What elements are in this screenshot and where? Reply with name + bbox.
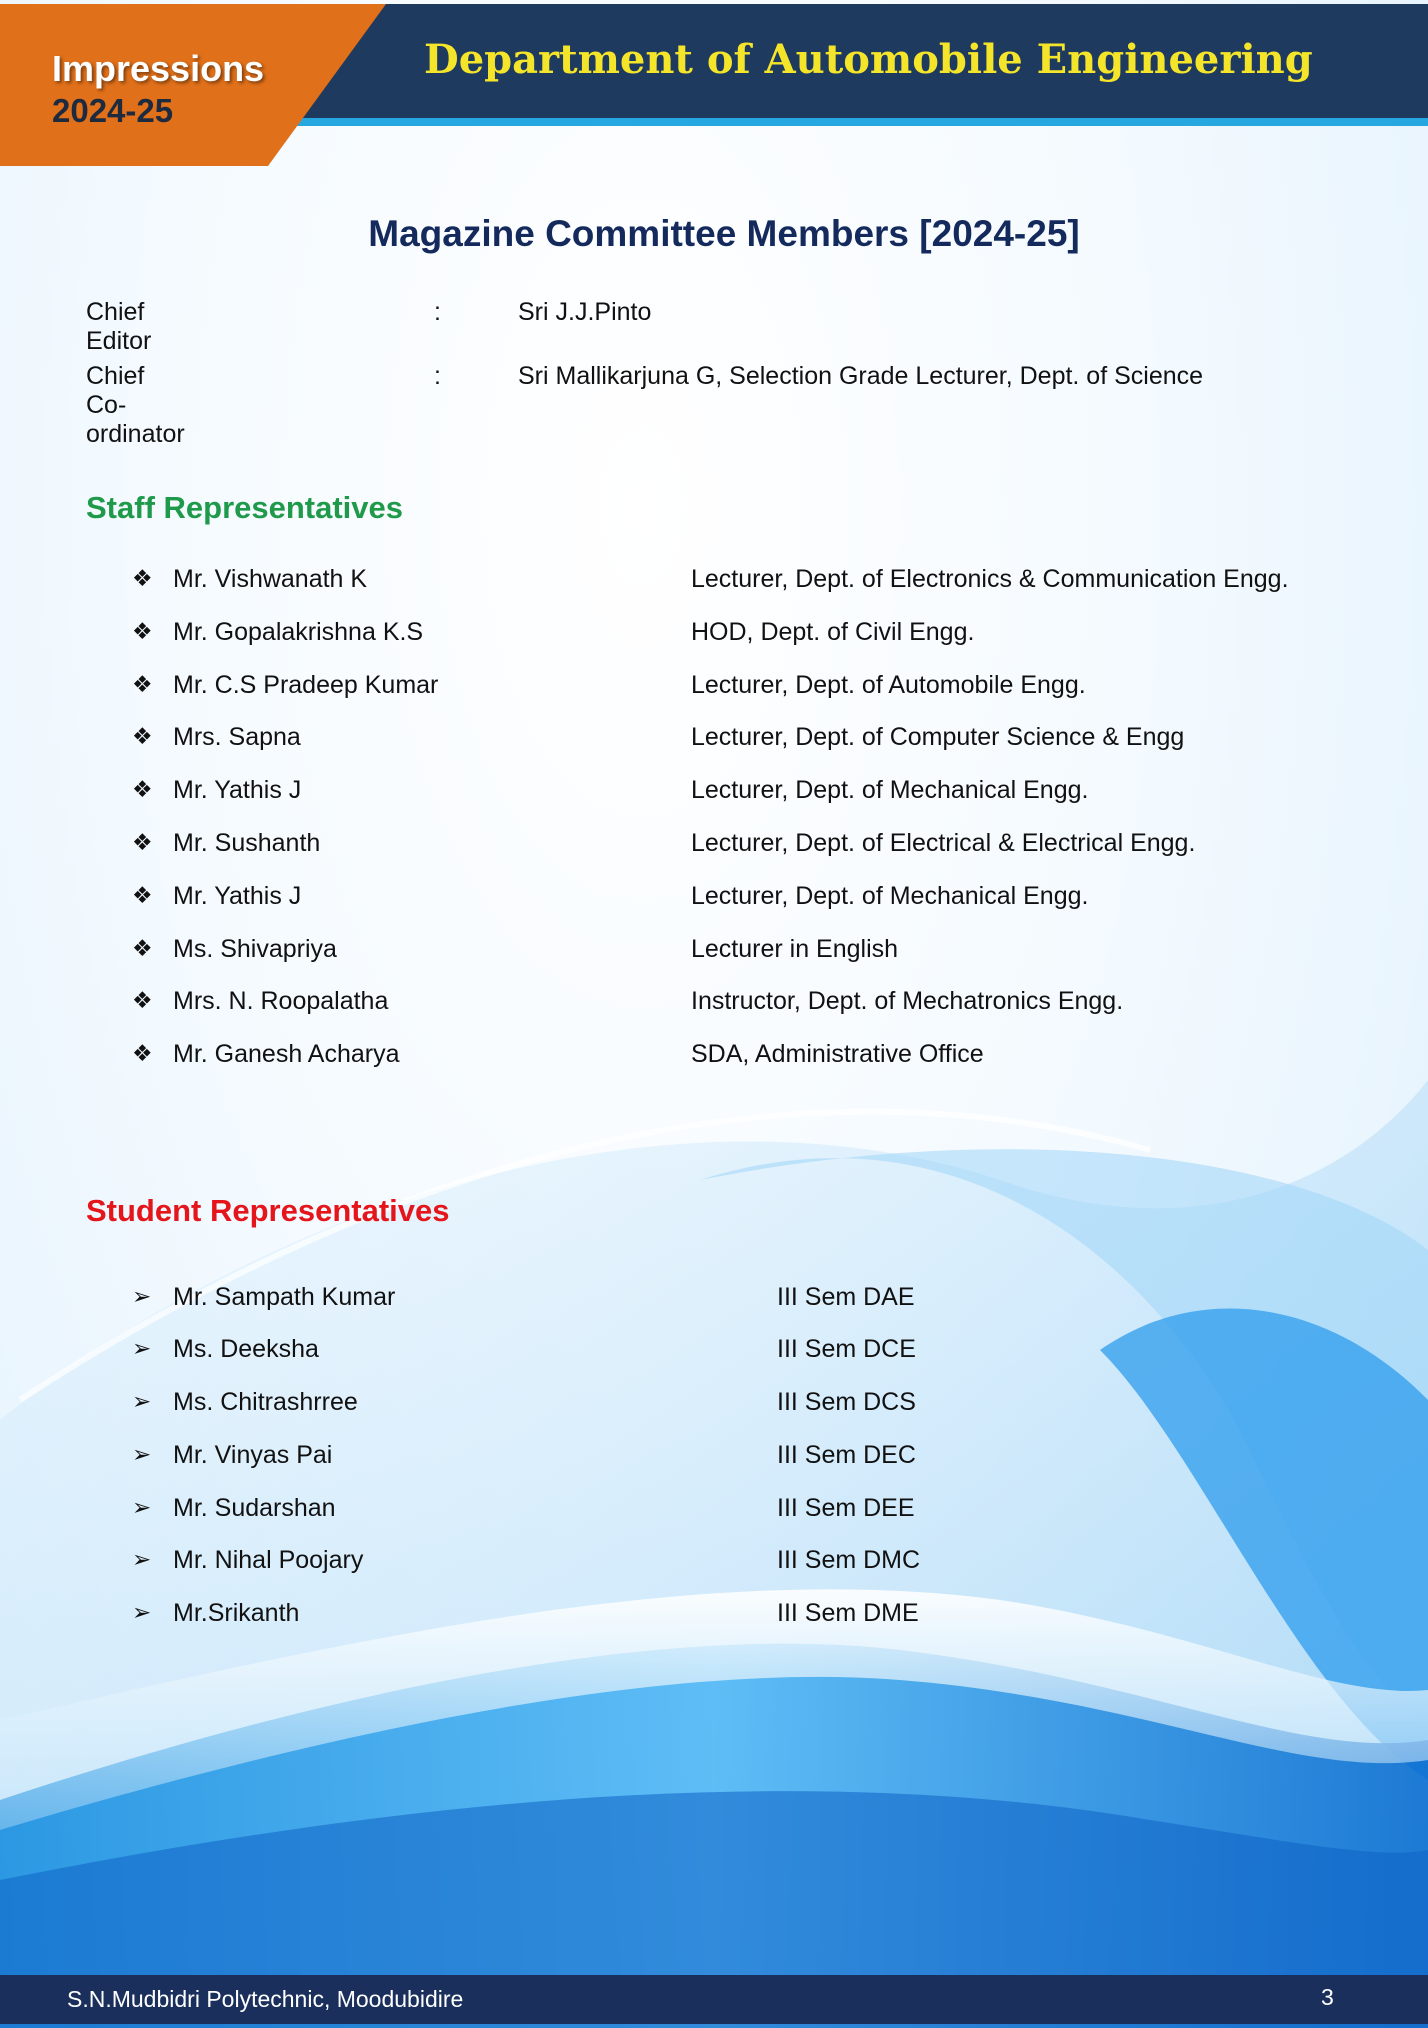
header-accent-line [290,118,1428,126]
staff-designation: SDA, Administrative Office [691,1040,984,1068]
footer-bar [0,1975,1428,2024]
student-semester: III Sem DCE [777,1335,916,1363]
separator: : [434,298,441,326]
arrow-bullet-icon: ➢ [132,1546,152,1572]
diamond-bullet-icon: ❖ [132,618,153,644]
staff-name: Mr. Yathis J [173,882,302,910]
staff-designation: Lecturer, Dept. of Automobile Engg. [691,671,1086,699]
staff-name: Mrs. N. Roopalatha [173,987,389,1015]
arrow-bullet-icon: ➢ [132,1599,152,1625]
student-section-title: Student Representatives [86,1193,450,1228]
badge-title: Impressions [52,48,265,89]
staff-designation: Lecturer, Dept. of Mechanical Engg. [691,776,1089,804]
staff-name: Mr. Gopalakrishna K.S [173,618,424,646]
student-name: Ms. Chitrashrree [173,1388,358,1416]
diamond-bullet-icon: ❖ [132,723,153,749]
staff-name: Mr. Yathis J [173,776,302,804]
page-title: Magazine Committee Members [2024-25] [368,213,1080,254]
institution-name: S.N.Mudbidri Polytechnic, Moodubidire [67,1986,464,2012]
role-label: Chief Co-ordinator [86,362,185,448]
diamond-bullet-icon: ❖ [132,935,153,961]
student-semester: III Sem DEC [777,1441,916,1469]
person-name: Sri J.J.Pinto [518,298,652,326]
diamond-bullet-icon: ❖ [132,987,153,1013]
staff-name: Mrs. Sapna [173,723,301,751]
student-semester: III Sem DEE [777,1494,915,1522]
staff-section-title: Staff Representatives [86,490,404,525]
person-name: Sri Mallikarjuna G, Selection Grade Lecturer, Dept. of Science [518,362,1204,390]
staff-name: Mr. Sushanth [173,829,321,857]
student-name: Mr. Nihal Poojary [173,1546,364,1574]
student-semester: III Sem DMC [777,1546,921,1574]
arrow-bullet-icon: ➢ [132,1335,152,1361]
arrow-bullet-icon: ➢ [132,1441,152,1467]
student-name: Mr. Sampath Kumar [173,1283,396,1311]
arrow-bullet-icon: ➢ [132,1494,152,1520]
student-semester: III Sem DCS [777,1388,916,1416]
staff-name: Ms. Shivapriya [173,935,337,963]
role-label: Chief Editor [86,298,152,355]
staff-designation: HOD, Dept. of Civil Engg. [691,618,975,646]
separator: : [434,362,441,390]
student-semester: III Sem DME [777,1599,919,1627]
diamond-bullet-icon: ❖ [132,776,153,802]
student-name: Mr. Vinyas Pai [173,1441,333,1469]
diamond-bullet-icon: ❖ [132,565,153,591]
staff-designation: Lecturer, Dept. of Electronics & Communication Engg. [691,565,1289,593]
badge-year: 2024-25 [52,92,174,129]
staff-designation: Lecturer, Dept. of Mechanical Engg. [691,882,1089,910]
staff-designation: Lecturer, Dept. of Electrical & Electrical Engg. [691,829,1196,857]
student-name: Mr. Sudarshan [173,1494,336,1522]
arrow-bullet-icon: ➢ [132,1388,152,1414]
student-semester: III Sem DAE [777,1283,915,1311]
diamond-bullet-icon: ❖ [132,882,153,908]
staff-name: Mr. Ganesh Acharya [173,1040,400,1068]
student-name: Ms. Deeksha [173,1335,319,1363]
staff-designation: Lecturer in English [691,935,899,963]
diamond-bullet-icon: ❖ [132,829,153,855]
arrow-bullet-icon: ➢ [132,1283,152,1309]
student-name: Mr.Srikanth [173,1599,300,1627]
staff-designation: Instructor, Dept. of Mechatronics Engg. [691,987,1124,1015]
department-title: Department of Automobile Engineering [424,36,1313,83]
staff-name: Mr. C.S Pradeep Kumar [173,671,439,699]
diamond-bullet-icon: ❖ [132,1040,153,1066]
staff-designation: Lecturer, Dept. of Computer Science & Engg [691,723,1185,751]
staff-name: Mr. Vishwanath K [173,565,368,593]
page-number: 3 [1321,1984,1334,2010]
diamond-bullet-icon: ❖ [132,671,153,697]
